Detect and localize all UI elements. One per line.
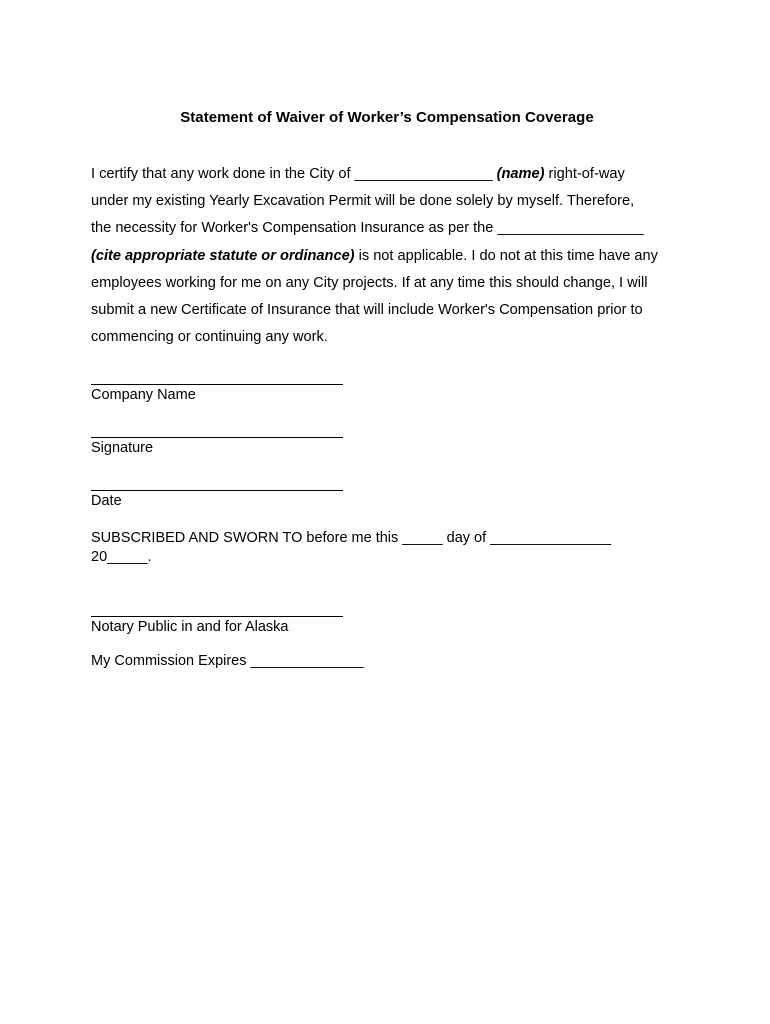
signature-line[interactable]: [91, 437, 343, 438]
paragraph-text: is not applicable. I do not at this time have any: [354, 247, 658, 264]
company-name-label: Company Name: [91, 387, 196, 403]
date-line[interactable]: [91, 490, 343, 491]
paragraph-text: right-of-way: [544, 166, 625, 182]
paragraph-line: [91, 161, 691, 188]
sworn-line: SUBSCRIBED AND SWORN TO before me this _____ day of _______________: [91, 530, 612, 546]
paragraph-line: employees working for me on any City projects. If at any time this should change, I will: [91, 274, 648, 291]
notary-label: Notary Public in and for Alaska: [91, 619, 289, 635]
commission-expires: My Commission Expires ______________: [91, 653, 364, 669]
name-placeholder-emphasis: (name): [496, 166, 545, 182]
date-label: Date: [91, 493, 122, 509]
sworn-statement: [91, 529, 611, 567]
paragraph-line: submit a new Certificate of Insurance that will include Worker's Compensation prior to: [91, 302, 643, 319]
sworn-year-line: 20_____.: [91, 549, 152, 565]
signature-label: Signature: [91, 440, 154, 456]
statute-placeholder-emphasis: (cite appropriate statute or ordinance): [91, 247, 355, 264]
paragraph-line: [91, 243, 691, 270]
paragraph-line: the necessity for Worker's Compensation Insurance as per the __________________: [91, 220, 644, 237]
company-name-line[interactable]: [91, 384, 343, 385]
paragraph-line: commencing or continuing any work.: [91, 329, 328, 346]
notary-signature-line[interactable]: [91, 616, 343, 617]
certification-paragraph: [91, 161, 691, 351]
paragraph-line: under my existing Yearly Excavation Permit will be done solely by myself. Therefore,: [91, 193, 635, 210]
paragraph-text: I certify that any work done in the City of _________________: [91, 166, 497, 182]
document-title: Statement of Waiver of Worker’s Compensation Coverage: [180, 109, 594, 126]
